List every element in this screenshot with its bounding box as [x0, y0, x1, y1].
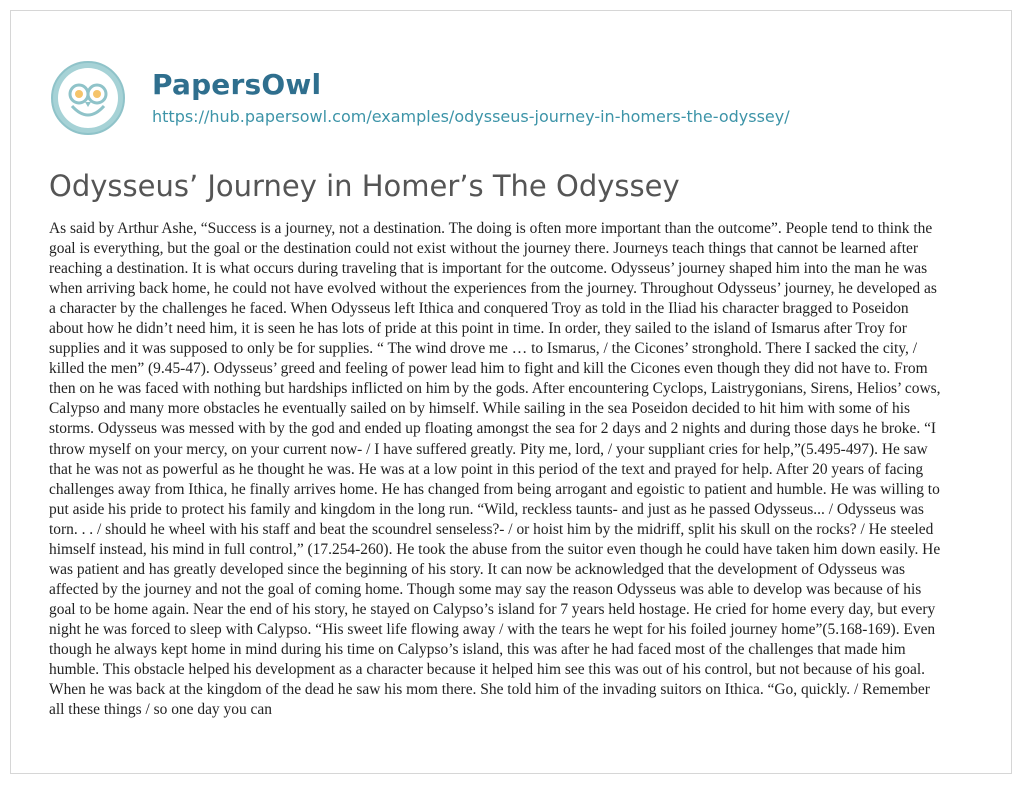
essay-line: storms. Odysseus was messed with by the god and ended up floating amongst the sea for 2 days and 2 nights and during those days he broke. “I [49, 420, 937, 438]
essay-line: torn. . . / should he wheel with his staff and beat the scoundrel senseless?- / or hoist him by the midriff, split his skull on the rocks? / He steeled [49, 520, 934, 538]
essay-line: when arriving back home, he could not have evolved without the experiences from the journey. Throughout Odysseus’ journey, he developed as [49, 280, 937, 298]
essay-line: When he was back at the kingdom of the dead he saw his mom there. She told him of the invading suitors on Ithica. “Go, quickly. / Remember [49, 681, 930, 699]
essay-line: As said by Arthur Ashe, “Success is a journey, not a destination. The doing is often more important than the outcome”. People tend to think the [49, 220, 933, 237]
essay-line: reaching a destination. It is what occurs during traveling that is important for the outcome. Odysseus’ journey shaped him into the man he was [49, 260, 928, 278]
essay-line: night he was forced to sleep with Calypso. “His sweet life flowing away / with the tears he wept for his foiled journey home”(5.168-169). Even [49, 620, 936, 638]
essay-body [49, 219, 983, 720]
brand-name: PapersOwl [152, 68, 322, 101]
essay-line: goal is everything, but the goal or the destination could not exist without the journey there. Journeys teach things that cannot be learned after [49, 240, 918, 258]
owl-logo-icon [50, 60, 126, 136]
essay-line: was patient and has greatly developed since the beginning of his story. It can now be acknowledged that the development of Odysseus was [49, 560, 905, 578]
essay-line: about how he didn’t need him, it is seen he has lots of pride at this point in time. In order, they sailed to the island of Ismarus after Troy for [49, 320, 907, 338]
essay-line: then on he was faced with nothing but hardships inflicted on him by the gods. After encountering Cyclops, Laistrygonians, Sirens, Helios’ cows, [49, 380, 941, 398]
essay-line: challenges away from Ithica, he finally arrives home. He has changed from being arrogant and egoistic to patient and humble. He was willing to [49, 480, 940, 498]
document-header [36, 38, 986, 138]
essay-line: that he was not as powerful as he thought he was. He was at a low point in this period of the text and prayed for help. After 20 years of facing [49, 460, 924, 478]
essay-line: Calypso and many more obstacles he eventually sailed on by himself. While sailing in the sea Poseidon decided to hit him with some of his [49, 400, 911, 418]
essay-line: himself instead, his mind in full control,” (17.254-260). He took the abuse from the suitor even though he could have taken him down easily. He [49, 540, 941, 558]
essay-line: put aside his pride to protect his family and kingdom in the long run. “Wild, reckless taunts- and just as he passed Odysseus... / Odysseus was [49, 500, 924, 518]
essay-line: goal to be home again. Near the end of his story, he stayed on Calypso’s island for 7 years held hostage. He cried for home every day, but every [49, 600, 936, 618]
essay-line: all these things / so one day you can [49, 701, 272, 719]
essay-line: humble. This obstacle helped his development as a character because it helped him see this was out of his control, but not because of his goal. [49, 661, 925, 679]
essay-line: though he always kept home in mind during his time on Calypso’s island, this was after he had faced most of the challenges that made him [49, 640, 906, 658]
essay-line: a character by the challenges he faced. When Odysseus left Ithica and conquered Troy as told in the Iliad his character bragged to Poseidon [49, 300, 909, 318]
essay-line: killed the men” (9.45-47). Odysseus’ greed and feeling of power lead him to fight and kill the Cicones even though they did not have to. From [49, 360, 928, 378]
page-title: Odysseus’ Journey in Homer’s The Odyssey [49, 169, 680, 203]
source-url-link[interactable]: https://hub.papersowl.com/examples/odysseus-journey-in-homers-the-odyssey/ [152, 107, 790, 126]
essay-line: affected by the journey and not the goal of coming home. Though some may say the reason Odysseus was able to develop was because of his [49, 580, 922, 598]
essay-line: throw myself on your mercy, on your current now- / I have suffered greatly. Pity me, lord, / your suppliant cries for help,”(5.495-497). He saw [49, 440, 928, 458]
essay-line: supplies and it was supposed to only be for supplies. “ The wind drove me … to Ismarus, / the Cicones’ stronghold. There I sacked the city, / [49, 340, 918, 358]
